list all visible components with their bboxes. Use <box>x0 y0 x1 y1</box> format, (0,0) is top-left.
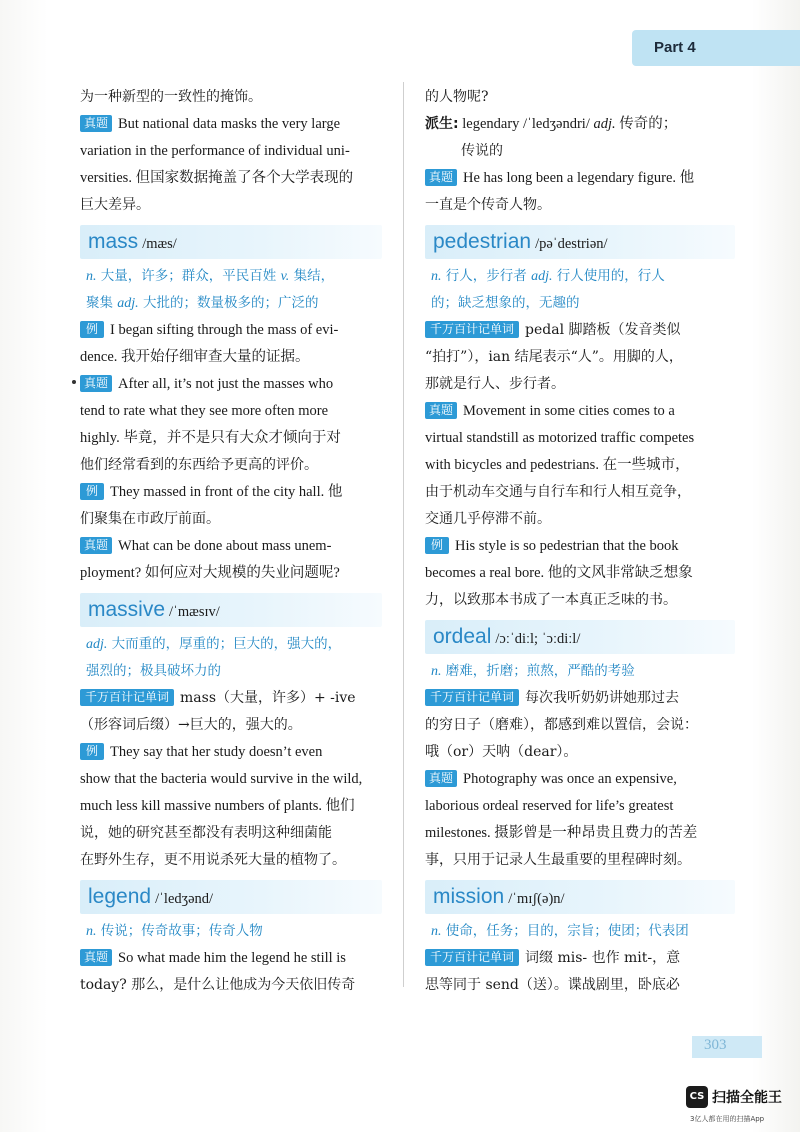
derivation-line: 派生: legendary /ˈledʒəndri/ adj. 传奇的； <box>425 116 678 132</box>
example-line: 例 His style is so pedestrian that the book <box>425 533 735 560</box>
example-line: 真题 What can be done about mass unem- <box>80 533 382 560</box>
definition: n. 大量，许多；群众，平民百姓 v. 集结， <box>86 268 335 284</box>
memory-tag: 千万百计记单词 <box>425 321 519 338</box>
memory-line: 千万百计记单词 pedal 脚踏板（发音类似 <box>425 317 735 344</box>
definition: n. 使命，任务；目的，宗旨；使团；代表团 <box>431 923 689 939</box>
example-line: 真题 Photography was once an expensive, <box>425 766 735 793</box>
memory-tag: 千万百计记单词 <box>80 689 174 706</box>
li-tag: 例 <box>425 537 449 554</box>
example-line: 例 They massed in front of the city hall. 他 <box>80 479 382 506</box>
example-line: 们聚集在市政厅前面。 <box>80 511 220 527</box>
derivation-line: 传说的 <box>461 143 503 159</box>
example-line: with bicycles and pedestrians. 在一些城市， <box>425 457 690 473</box>
right-column <box>425 84 735 999</box>
scanner-name: 扫描全能王 <box>712 1090 782 1106</box>
memory-line: “拍打”），ian 结尾表示“人”。用脚的人， <box>425 349 683 365</box>
example-line: becomes a real bore. 他的文风非常缺乏想象 <box>425 565 693 581</box>
memory-line: 千万百计记单词 mass（大量，许多）+ -ive <box>80 685 382 712</box>
headword-legend <box>80 880 382 914</box>
headword-text: massive <box>88 598 166 621</box>
definition: adj. 大而重的，厚重的；巨大的，强大的， <box>86 636 342 652</box>
example-line: 在野外生存，更不用说杀死大量的植物了。 <box>80 852 346 868</box>
example-line: much less kill massive numbers of plants. 他们 <box>80 798 355 814</box>
headword-massive <box>80 593 382 627</box>
headword-text: mission <box>433 885 505 908</box>
memory-line: 那就是行人、步行者。 <box>425 376 565 392</box>
example-line: 他们经常看到的东西给予更高的评价。 <box>80 457 318 473</box>
definition: 聚集 adj. 大批的；数量极多的；广泛的 <box>86 295 319 311</box>
li-tag: 例 <box>80 321 104 338</box>
example-line: highly. 毕竟，并不是只有大众才倾向于对 <box>80 430 341 446</box>
example-line: 巨大差异。 <box>80 197 150 213</box>
example-line: 例 I began sifting through the mass of evi- <box>80 317 382 344</box>
definition: n. 磨难，折磨；煎熬，严酷的考验 <box>431 663 635 679</box>
example-line: virtual standstill as motorized traffic competes <box>425 430 695 446</box>
headword-text: legend <box>88 885 152 908</box>
example-line: laborious ordeal reserved for life’s greatest <box>425 798 674 814</box>
part-tab: Part 4 <box>632 30 800 66</box>
zhenti-tag: 真题 <box>80 375 112 392</box>
column-divider <box>403 82 404 987</box>
example-line: 由于机动车交通与自行车和行人相互竞争， <box>425 484 691 500</box>
example-line: 力，以致那本书成了一本真正乏味的书。 <box>425 592 677 608</box>
definition: 的；缺乏想象的，无趣的 <box>431 295 580 311</box>
example-line: ployment? 如何应对大规模的失业问题呢? <box>80 565 340 581</box>
memory-line: 思等同于 send（送）。谍战剧里，卧底必 <box>425 977 680 993</box>
li-tag: 例 <box>80 743 104 760</box>
phonetic: /mæs/ <box>142 236 177 252</box>
definition: n. 行人，步行者 adj. 行人使用的，行人 <box>431 268 665 284</box>
definition: n. 传说；传奇故事；传奇人物 <box>86 923 263 939</box>
zhenti-tag: 真题 <box>80 949 112 966</box>
example-line: show that the bacteria would survive in the wild, <box>80 771 363 787</box>
memory-line: 千万百计记单词 每次我听奶奶讲她那过去 <box>425 685 735 712</box>
phonetic: /ˈmɪʃ(ə)n/ <box>508 891 565 907</box>
li-tag: 例 <box>80 483 104 500</box>
scanner-logo-icon: CS <box>686 1086 708 1108</box>
phonetic: /ˈledʒənd/ <box>155 891 214 907</box>
zhenti-tag: 真题 <box>425 770 457 787</box>
example-line: today? 那么，是什么让他成为今天依旧传奇 <box>80 977 356 993</box>
phonetic: /ɔːˈdiːl; ˈɔːdiːl/ <box>495 631 581 647</box>
headword-text: ordeal <box>433 625 492 648</box>
headword-pedestrian <box>425 225 735 259</box>
memory-tag: 千万百计记单词 <box>425 689 519 706</box>
headword-text: pedestrian <box>433 230 532 253</box>
example-line: 例 They say that her study doesn’t even <box>80 739 382 766</box>
example-line: variation in the performance of individual uni- <box>80 143 350 159</box>
scan-speck <box>72 380 76 384</box>
zhenti-tag: 真题 <box>80 115 112 132</box>
example-line: 真题 So what made him the legend he still is <box>80 945 382 972</box>
example-line: 真题 Movement in some cities comes to a <box>425 398 735 425</box>
zhenti-tag: 真题 <box>425 169 457 186</box>
memory-tag: 千万百计记单词 <box>425 949 519 966</box>
page-number: 303 <box>692 1036 762 1058</box>
example-line: milestones. 摄影曾是一种昂贵且费力的苦差 <box>425 825 698 841</box>
example-line: 交通几乎停滞不前。 <box>425 511 551 527</box>
example-line: 事，只用于记录人生最重要的里程碑时刻。 <box>425 852 691 868</box>
headword-ordeal <box>425 620 735 654</box>
memory-line: 哦（or）天呐（dear）。 <box>425 744 578 760</box>
continued-text: 的人物呢? <box>425 89 489 105</box>
left-column <box>80 84 382 999</box>
definition: 强烈的；极具破坏力的 <box>86 663 221 679</box>
zhenti-tag: 真题 <box>425 402 457 419</box>
example-line: 真题 He has long been a legendary figure. 他 <box>425 165 735 192</box>
example-line: 真题 But national data masks the very large <box>80 111 382 138</box>
phonetic: /ˈmæsɪv/ <box>169 604 220 620</box>
example-line: 真题 After all, it’s not just the masses who <box>80 371 382 398</box>
memory-line: （形容词后缀）→巨大的，强大的。 <box>80 717 302 733</box>
example-line: 说，她的研究甚至都没有表明这种细菌能 <box>80 825 332 841</box>
headword-mission <box>425 880 735 914</box>
headword-mass <box>80 225 382 259</box>
headword-text: mass <box>88 230 139 253</box>
memory-line: 千万百计记单词 词缀 mis- 也作 mit-，意 <box>425 945 735 972</box>
scanner-subtitle: 3亿人都在用的扫描App <box>690 1115 765 1123</box>
continued-text: 为一种新型的一致性的掩饰。 <box>80 89 262 105</box>
example-line: versities. 但国家数据掩盖了各个大学表现的 <box>80 170 354 186</box>
example-line: 一直是个传奇人物。 <box>425 197 551 213</box>
scanner-watermark <box>686 1086 796 1126</box>
memory-line: 的穷日子（磨难），都感到难以置信，会说： <box>425 717 698 733</box>
zhenti-tag: 真题 <box>80 537 112 554</box>
example-line: dence. 我开始仔细审查大量的证据。 <box>80 349 310 365</box>
example-line: tend to rate what they see more often more <box>80 403 329 419</box>
phonetic: /pəˈdestriən/ <box>535 236 608 252</box>
